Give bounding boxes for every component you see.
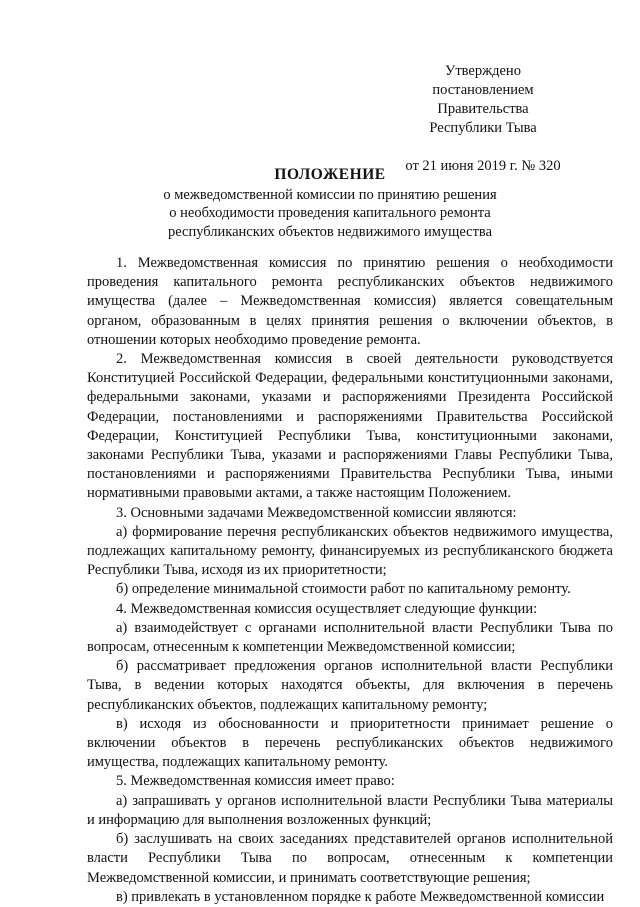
paragraph: 5. Межведомственная комиссия имеет право: bbox=[116, 773, 395, 790]
paragraph: в) привлекать в установленном порядке к работе Межведомственной комиссии bbox=[116, 888, 605, 905]
approval-line-resolution: постановлением Правительства bbox=[432, 82, 534, 117]
paragraph: 4. Межведомственная комиссия осуществляет следующие функции: bbox=[116, 600, 538, 617]
paragraph: а) формирование перечня республиканских объектов недвижимого имущества, подлежащих капитальному ремонту, финансируемых из республиканского бюджета Республики Тыва, исходя из их приоритетности; bbox=[87, 523, 613, 579]
document-body bbox=[87, 254, 613, 907]
paragraph: 2. Межведомственная комиссия в своей деятельности руководствуется Конституцией Российской Федерации, федеральными конституционными законами, федеральными законами, указами и распоряжениями Президента Российской Федерации, постановлениями и распоряжениями Правительства Российской Федерации, Конституцией Республики Тыва, конституционными законами, законами Республики Тыва, указами и распоряжениями Главы Республики Тыва, постановлениями и распоряжениями Правительства Республики Тыва, иными нормативными правовыми актами, а также настоящим Положением. bbox=[87, 351, 613, 502]
paragraph: а) взаимодействует с органами исполнительной власти Республики Тыва по вопросам, отнесенным к компетенции Межведомственной комиссии; bbox=[87, 619, 613, 656]
document-subtitle-line: о межведомственной комиссии по принятию решения bbox=[163, 186, 497, 203]
paragraph: а) запрашивать у органов исполнительной власти Республики Тыва материалы и информацию для выполнения возложенных функций; bbox=[87, 792, 613, 828]
document-title: ПОЛОЖЕНИЕ bbox=[274, 166, 386, 183]
paragraph: в) исходя из обоснованности и приоритетности принимает решение о включении объектов в перечень республиканских объектов недвижимого имущества, подлежащих капитальному ремонту. bbox=[87, 715, 613, 771]
approval-line-approved: Утверждено bbox=[445, 63, 521, 79]
document-heading bbox=[60, 166, 600, 241]
approval-line-republic: Республики Тыва bbox=[429, 120, 537, 136]
paragraph: 1. Межведомственная комиссия по принятию решения о необходимости проведения капитального ремонта республиканских объектов недвижимого имущества (далее – Межведомственная комиссия) является совещательным органом, образованным в целях принятия решения о включении объектов, в отношении которых необходимо проведение ремонта. bbox=[87, 255, 613, 348]
paragraph: б) заслушивать на своих заседаниях представителей органов исполнительной власти Республики Тыва по вопросам, отнесенным к компетенции Межведомственной комиссии, и принимать соответствующие решения; bbox=[87, 831, 613, 886]
document-subtitle-line: республиканских объектов недвижимого имущества bbox=[167, 223, 493, 240]
document-subtitle-line: о необходимости проведения капитального ремонта bbox=[169, 205, 491, 221]
paragraph: б) определение минимальной стоимости работ по капитальному ремонту. bbox=[116, 581, 571, 598]
approval-date: от 21 июня 2019 г. № 320 bbox=[405, 158, 561, 174]
paragraph: 3. Основными задачами Межведомственной комиссии являются: bbox=[116, 504, 517, 521]
approval-stamp bbox=[388, 62, 578, 176]
paragraph: б) рассматривает предложения органов исполнительной власти Республики Тыва, в ведении которых находятся объекты, для включения в перечень республиканских объектов, подлежащих капитальному ремонту; bbox=[87, 658, 613, 713]
